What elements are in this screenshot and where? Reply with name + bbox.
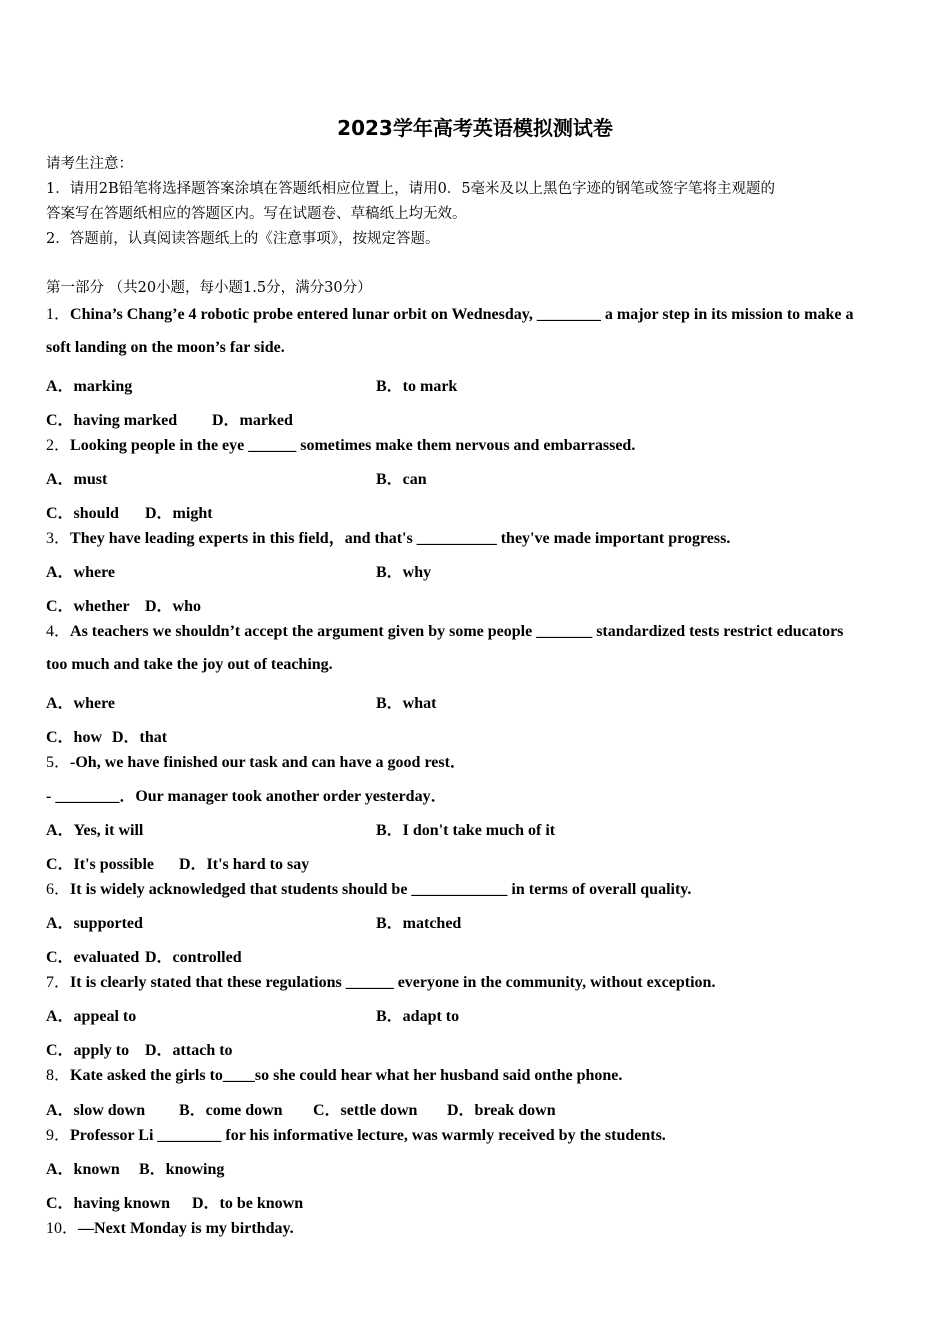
q3-option-d[interactable]: D．who (145, 598, 202, 615)
q4-option-b[interactable]: B．what (376, 695, 437, 712)
question-text: -Oh, we have finished our task and can have a good rest． (70, 754, 466, 771)
q8-option-c[interactable]: C．settle down (313, 1102, 418, 1119)
q5-option-b[interactable]: B．I don't take much of it (376, 822, 556, 839)
q6-option-c[interactable]: C．evaluated (46, 949, 140, 966)
question-number: 3． (46, 530, 71, 547)
question-2 (46, 432, 635, 455)
q5-option-a[interactable]: A．Yes, it will (46, 822, 144, 839)
notice-line-1: 1．请用2B铅笔将选择题答案涂填在答题纸相应位置上，请用0．5毫米及以上黑色字迹的钢笔或签字笔将主观题的 (46, 181, 776, 197)
q7-option-a[interactable]: A．appeal to (46, 1008, 137, 1025)
question-text: Professor Li ________ for his informative lecture, was warmly received by the students. (70, 1127, 666, 1144)
question-number: 2． (46, 437, 71, 454)
q1-option-b[interactable]: B．to mark (376, 378, 458, 395)
q7-option-d[interactable]: D．attach to (145, 1042, 233, 1059)
q2-option-d[interactable]: D．might (145, 505, 213, 522)
q9-option-b[interactable]: B．knowing (139, 1161, 225, 1178)
q9-option-c[interactable]: C．having known (46, 1195, 171, 1212)
q8-option-b[interactable]: B．come down (179, 1102, 283, 1119)
question-7 (46, 969, 715, 992)
question-3 (46, 525, 730, 548)
question-text: It is clearly stated that these regulations ______ everyone in the community, without exception. (70, 974, 716, 991)
q5-option-d[interactable]: D．It's hard to say (179, 856, 310, 873)
question-6 (46, 876, 691, 899)
q3-option-b[interactable]: B．why (376, 564, 432, 581)
page-title: 2023学年高考英语模拟测试卷 (337, 116, 613, 140)
q6-option-b[interactable]: B．matched (376, 915, 462, 932)
q8-option-d[interactable]: D．break down (447, 1102, 556, 1119)
q3-option-a[interactable]: A．where (46, 564, 116, 581)
q4-option-d[interactable]: D．that (112, 729, 168, 746)
question-number: 9． (46, 1127, 71, 1144)
question-number: 4． (46, 623, 71, 640)
question-1 (46, 301, 853, 324)
question-text: They have leading experts in this field，and that's __________ they've made important progress. (70, 530, 731, 547)
question-number: 5． (46, 754, 71, 771)
notice-line-2: 答案写在答题纸相应的答题区内。写在试题卷、草稿纸上均无效。 (46, 206, 467, 222)
q9-option-a[interactable]: A．known (46, 1161, 120, 1178)
question-text: Looking people in the eye ______ sometimes make them nervous and embarrassed. (70, 437, 636, 454)
question-9 (46, 1122, 666, 1145)
q5-option-c[interactable]: C．It's possible (46, 856, 155, 873)
question-number: 6． (46, 881, 71, 898)
question-4-cont: too much and take the joy out of teaching. (46, 656, 333, 673)
notice-line-3: 2．答题前，认真阅读答题纸上的《注意事项》，按规定答题。 (46, 231, 440, 247)
q9-option-d[interactable]: D．to be known (192, 1195, 304, 1212)
question-1-cont: soft landing on the moon’s far side. (46, 339, 285, 356)
question-text: As teachers we shouldn’t accept the argument given by some people _______ standardized tests restrict educators (70, 623, 844, 640)
question-10 (46, 1215, 294, 1238)
question-number: 1． (46, 306, 71, 323)
q1-option-c[interactable]: C．having marked (46, 412, 178, 429)
question-8 (46, 1062, 622, 1085)
q2-option-c[interactable]: C．should (46, 505, 119, 522)
question-5-cont: - ________．Our manager took another order yesterday． (46, 788, 447, 805)
q7-option-b[interactable]: B．adapt to (376, 1008, 460, 1025)
q1-option-a[interactable]: A．marking (46, 378, 133, 395)
question-number: 7． (46, 974, 71, 991)
question-5 (46, 749, 466, 772)
q8-option-a[interactable]: A．slow down (46, 1102, 146, 1119)
question-text: China’s Chang’e 4 robotic probe entered lunar orbit on Wednesday, ________ a major step in its mission to make a (70, 306, 854, 323)
q1-option-d[interactable]: D．marked (212, 412, 293, 429)
question-text: It is widely acknowledged that students should be ____________ in terms of overall quality. (70, 881, 692, 898)
q3-option-c[interactable]: C．whether (46, 598, 130, 615)
q6-option-d[interactable]: D．controlled (145, 949, 242, 966)
question-number: 10． (46, 1220, 79, 1237)
q7-option-c[interactable]: C．apply to (46, 1042, 130, 1059)
q6-option-a[interactable]: A．supported (46, 915, 143, 932)
q2-option-b[interactable]: B．can (376, 471, 427, 488)
notice-heading: 请考生注意： (46, 156, 133, 172)
q2-option-a[interactable]: A．must (46, 471, 108, 488)
q4-option-a[interactable]: A．where (46, 695, 116, 712)
question-text: —Next Monday is my birthday. (78, 1220, 294, 1237)
q4-option-c[interactable]: C．how (46, 729, 103, 746)
section-heading: 第一部分 （共20小题，每小题1.5分，满分30分） (46, 280, 372, 296)
question-text: Kate asked the girls to____so she could hear what her husband said onthe phone. (70, 1067, 623, 1084)
question-number: 8． (46, 1067, 71, 1084)
question-4 (46, 618, 843, 641)
